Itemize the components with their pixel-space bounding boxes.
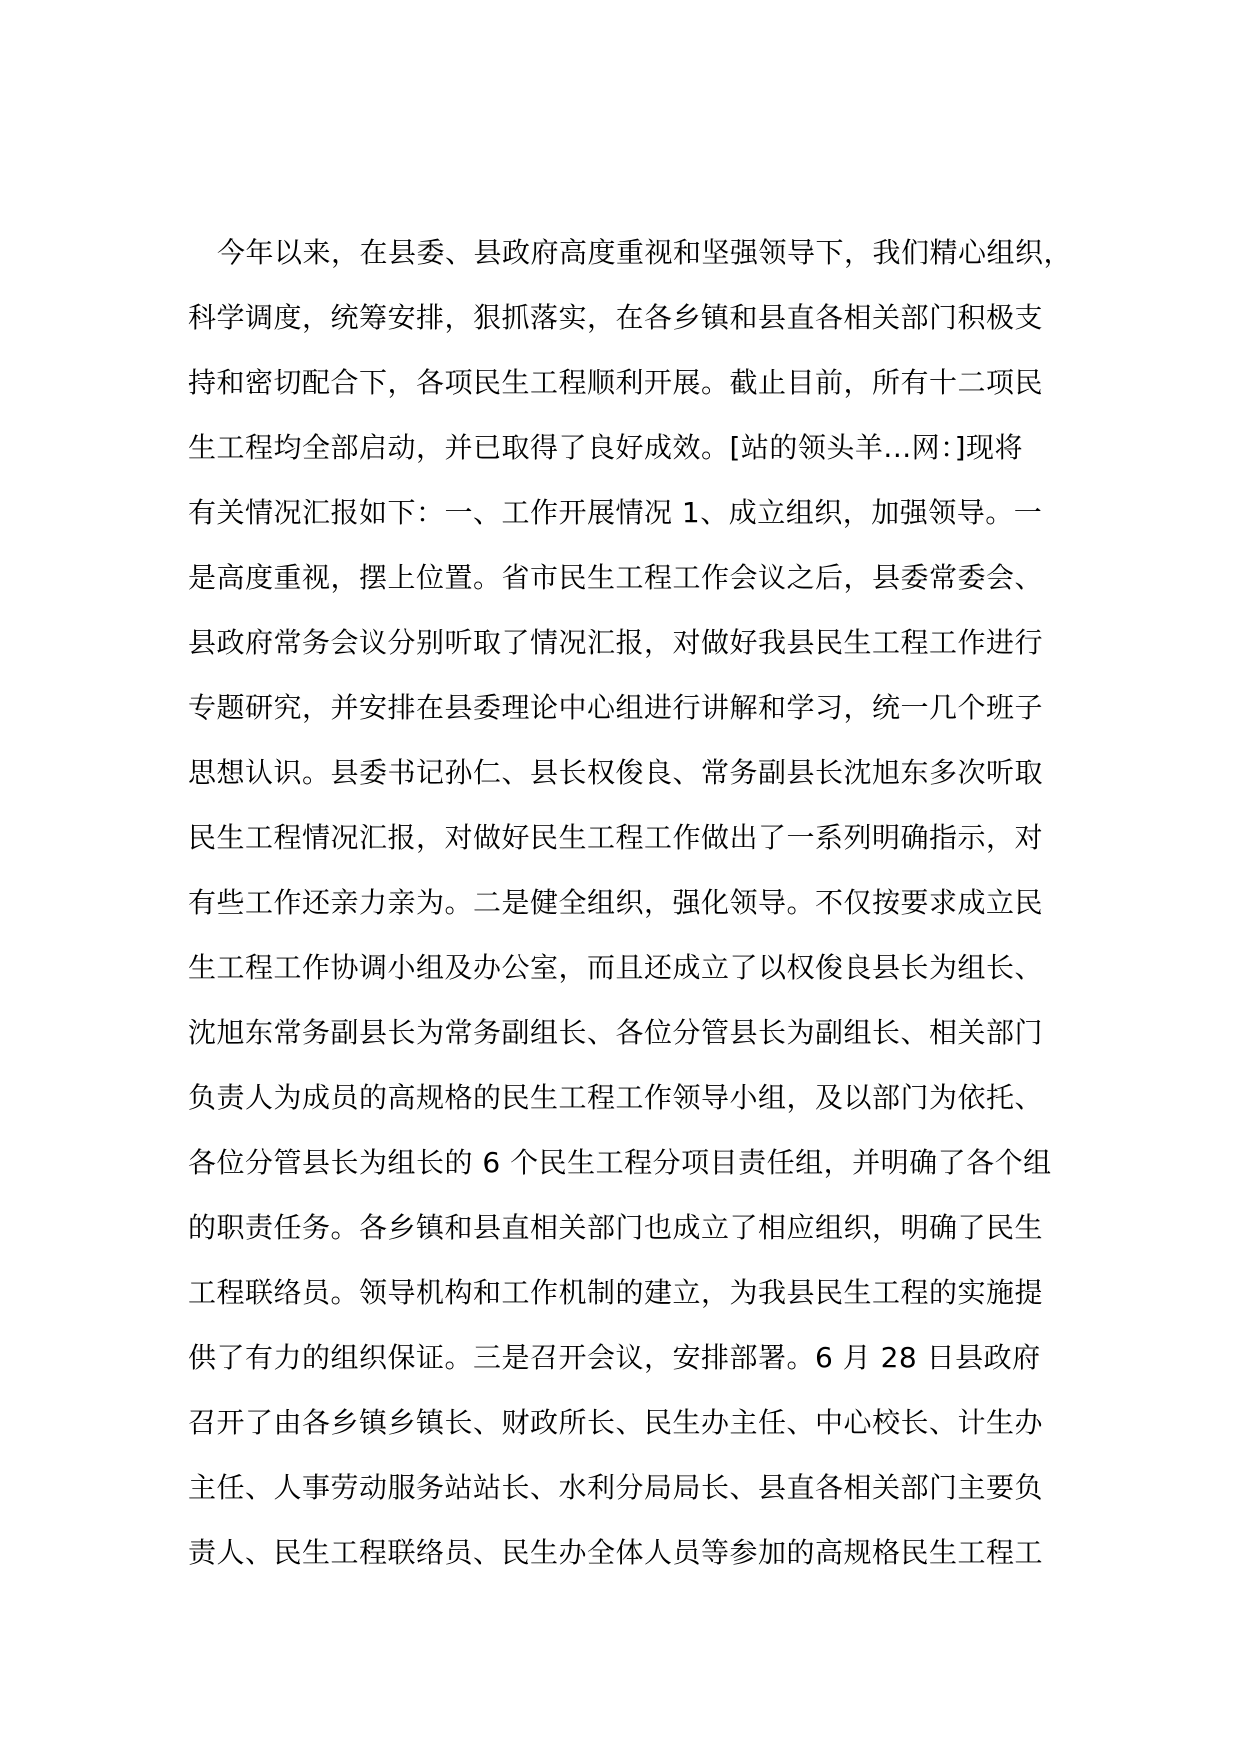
text-line: 今年以来，在县委、县政府高度重视和坚强领导下，我们精心组织，: [217, 236, 1073, 269]
text-line: 生工程工作协调小组及办公室，而且还成立了以权俊良县长为组长、: [188, 951, 1044, 984]
text-line: 沈旭东常务副县长为常务副组长、各位分管县长为副组长、相关部门: [188, 1016, 1044, 1049]
text-line: 专题研究，并安排在县委理论中心组进行讲解和学习，统一几个班子: [188, 691, 1044, 724]
text-line: 持和密切配合下，各项民生工程顺利开展。截止目前，所有十二项民: [188, 366, 1044, 399]
text-line: 科学调度，统筹安排，狠抓落实，在各乡镇和县直各相关部门积极支: [188, 301, 1044, 334]
text-line: 县政府常务会议分别听取了情况汇报，对做好我县民生工程工作进行: [188, 626, 1044, 659]
text-line: 生工程均全部启动，并已取得了良好成效。[站的领头羊...网：]现将: [188, 431, 1024, 464]
text-line: 有关情况汇报如下：一、工作开展情况 1、成立组织，加强领导。一: [188, 496, 1043, 529]
text-line: 负责人为成员的高规格的民生工程工作领导小组，及以部门为依托、: [188, 1081, 1044, 1114]
text-line: 有些工作还亲力亲为。二是健全组织，强化领导。不仅按要求成立民: [188, 886, 1044, 919]
text-line: 责人、民生工程联络员、民生办全体人员等参加的高规格民生工程工: [188, 1536, 1044, 1569]
body-paragraph: [188, 220, 1073, 1585]
text-line: 思想认识。县委书记孙仁、县长权俊良、常务副县长沈旭东多次听取: [188, 756, 1044, 789]
text-line: 召开了由各乡镇乡镇长、财政所长、民生办主任、中心校长、计生办: [188, 1406, 1044, 1439]
text-line: 主任、人事劳动服务站站长、水利分局局长、县直各相关部门主要负: [188, 1471, 1044, 1504]
text-line: 是高度重视，摆上位置。省市民生工程工作会议之后，县委常委会、: [188, 561, 1044, 594]
text-line: 民生工程情况汇报，对做好民生工程工作做出了一系列明确指示，对: [188, 821, 1044, 854]
text-line: 供了有力的组织保证。三是召开会议，安排部署。6 月 28 日县政府: [188, 1341, 1041, 1374]
text-line: 工程联络员。领导机构和工作机制的建立，为我县民生工程的实施提: [188, 1276, 1044, 1309]
text-line: 的职责任务。各乡镇和县直相关部门也成立了相应组织，明确了民生: [188, 1211, 1044, 1244]
text-line: 各位分管县长为组长的 6 个民生工程分项目责任组，并明确了各个组: [188, 1146, 1052, 1179]
